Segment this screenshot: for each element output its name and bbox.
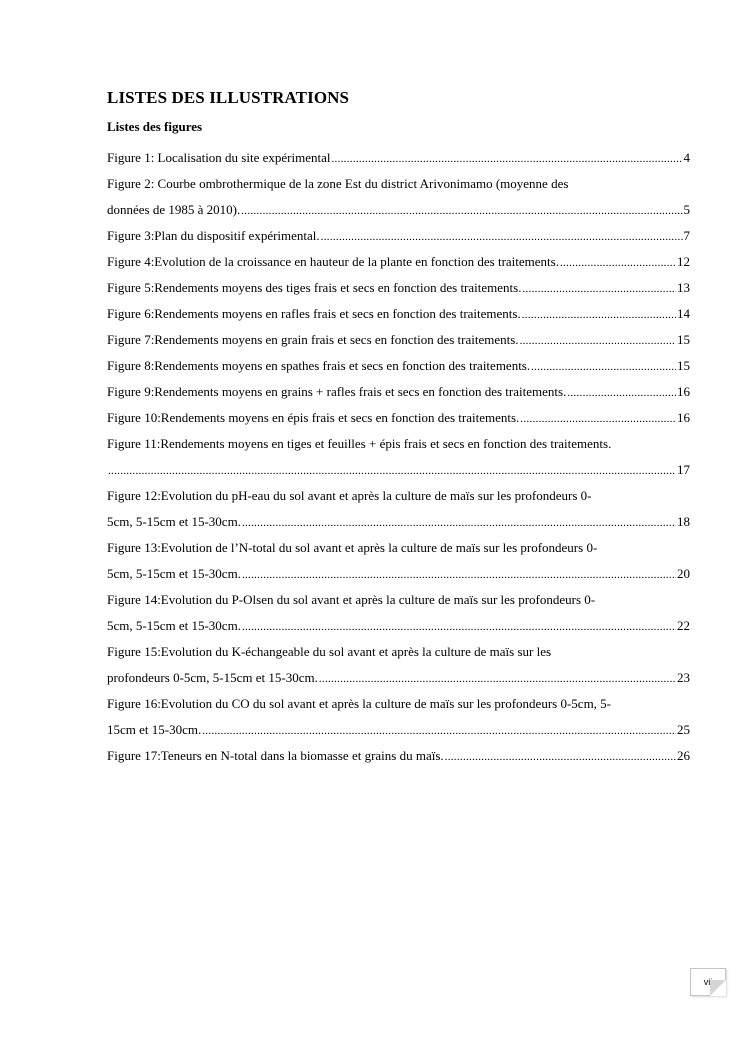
dot-leader <box>242 614 676 640</box>
toc-entry-text: Figure 3:Plan du dispositif expérimental. <box>107 228 320 243</box>
toc-entry[interactable] <box>107 379 690 405</box>
page-number-badge <box>690 968 726 996</box>
toc-entry-page: 15 <box>677 332 690 347</box>
toc-entry-page: 16 <box>677 410 690 425</box>
toc-entry-text: Figure 14:Evolution du P-Olsen du sol avant et après la culture de maïs sur les profondeurs 0- <box>107 592 596 607</box>
dot-leader <box>560 250 676 276</box>
toc-entry-text: Figure 16:Evolution du CO du sol avant et après la culture de maïs sur les profondeurs 0-5cm, 5- <box>107 696 612 711</box>
toc-entry-page: 22 <box>677 618 690 633</box>
toc-entry-text: Figure 15:Evolution du K-échangeable du sol avant et après la culture de maïs sur les <box>107 644 552 659</box>
toc-entry-text: Figure 2: Courbe ombrothermique de la zone Est du district Arivonimamo (moyenne des <box>107 176 569 191</box>
dot-leader <box>319 666 676 692</box>
toc-entry-text: données de 1985 à 2010). <box>107 202 241 217</box>
toc-entry-text: Figure 6:Rendements moyens en rafles frais et secs en fonction des traitements. <box>107 306 521 321</box>
toc-entry[interactable] <box>107 691 690 743</box>
dot-leader <box>321 224 683 250</box>
toc-entry[interactable] <box>107 431 690 483</box>
toc-entry-page: 23 <box>677 670 690 685</box>
toc-entry-text: profondeurs 0-5cm, 5-15cm et 15-30cm. <box>107 670 318 685</box>
toc-entry-page: 26 <box>677 748 690 763</box>
toc-entry-page: 14 <box>677 306 690 321</box>
toc-entry-text: Figure 1: Localisation du site expérimental <box>107 150 331 165</box>
dot-leader <box>242 510 676 536</box>
dot-leader <box>108 458 676 484</box>
toc-entry[interactable] <box>107 587 690 639</box>
toc-entry[interactable] <box>107 639 690 691</box>
table-of-figures <box>107 145 690 769</box>
toc-entry-text: Figure 11:Rendements moyens en tiges et feuilles + épis frais et secs en fonction des traitements. <box>107 436 612 451</box>
toc-entry[interactable] <box>107 327 690 353</box>
toc-entry[interactable] <box>107 145 690 171</box>
toc-entry-page: 13 <box>677 280 690 295</box>
toc-entry-page: 20 <box>677 566 690 581</box>
toc-entry[interactable] <box>107 535 690 587</box>
toc-entry-page: 15 <box>677 358 690 373</box>
toc-entry-text: Figure 17:Teneurs en N-total dans la biomasse et grains du maïs. <box>107 748 444 763</box>
toc-entry[interactable] <box>107 483 690 535</box>
dot-leader <box>520 406 676 432</box>
page-title: LISTES DES ILLUSTRATIONS <box>107 88 350 107</box>
toc-entry-text: Figure 12:Evolution du pH-eau du sol avant et après la culture de maïs sur les profondeurs 0- <box>107 488 592 503</box>
toc-entry-page: 7 <box>683 228 690 243</box>
toc-entry-text: 15cm et 15-30cm. <box>107 722 202 737</box>
toc-entry-page: 12 <box>677 254 690 269</box>
toc-entry[interactable] <box>107 353 690 379</box>
toc-entry-text: 5cm, 5-15cm et 15-30cm. <box>107 618 241 633</box>
toc-entry-page: 5 <box>683 202 690 217</box>
toc-entry[interactable] <box>107 275 690 301</box>
dot-leader <box>522 302 676 328</box>
page-number: vii <box>703 977 713 987</box>
toc-entry-page: 25 <box>677 722 690 737</box>
toc-entry[interactable] <box>107 249 690 275</box>
toc-entry-text: Figure 7:Rendements moyens en grain frais et secs en fonction des traitements. <box>107 332 519 347</box>
toc-entry[interactable] <box>107 405 690 431</box>
toc-entry-text: Figure 13:Evolution de l’N-total du sol avant et après la culture de maïs sur les profondeurs 0- <box>107 540 598 555</box>
toc-entry-text: 5cm, 5-15cm et 15-30cm. <box>107 514 241 529</box>
toc-entry-page: 18 <box>677 514 690 529</box>
toc-entry-text: Figure 5:Rendements moyens des tiges frais et secs en fonction des traitements. <box>107 280 522 295</box>
dot-leader <box>531 354 676 380</box>
toc-entry-text: Figure 10:Rendements moyens en épis frais et secs en fonction des traitements. <box>107 410 520 425</box>
dot-leader <box>202 718 676 744</box>
toc-entry-text: Figure 8:Rendements moyens en spathes frais et secs en fonction des traitements. <box>107 358 531 373</box>
toc-entry[interactable] <box>107 301 690 327</box>
toc-entry[interactable] <box>107 743 690 769</box>
dot-leader <box>242 562 676 588</box>
page-curl-icon <box>710 980 726 996</box>
toc-entry-page: 17 <box>677 462 690 477</box>
toc-entry-text: Figure 9:Rendements moyens en grains + rafles frais et secs en fonction des traitements. <box>107 384 567 399</box>
toc-entry[interactable] <box>107 171 690 223</box>
toc-entry-page: 16 <box>677 384 690 399</box>
dot-leader <box>241 198 682 224</box>
dot-leader <box>331 146 682 172</box>
toc-entry-page: 4 <box>683 150 690 165</box>
toc-entry-text: 5cm, 5-15cm et 15-30cm. <box>107 566 241 581</box>
dot-leader <box>520 328 676 354</box>
toc-entry-text: Figure 4:Evolution de la croissance en hauteur de la plante en fonction des traitements. <box>107 254 559 269</box>
dot-leader <box>445 744 676 770</box>
section-title: Listes des figures <box>107 119 203 134</box>
toc-entry[interactable] <box>107 223 690 249</box>
dot-leader <box>522 276 676 302</box>
dot-leader <box>567 380 676 406</box>
